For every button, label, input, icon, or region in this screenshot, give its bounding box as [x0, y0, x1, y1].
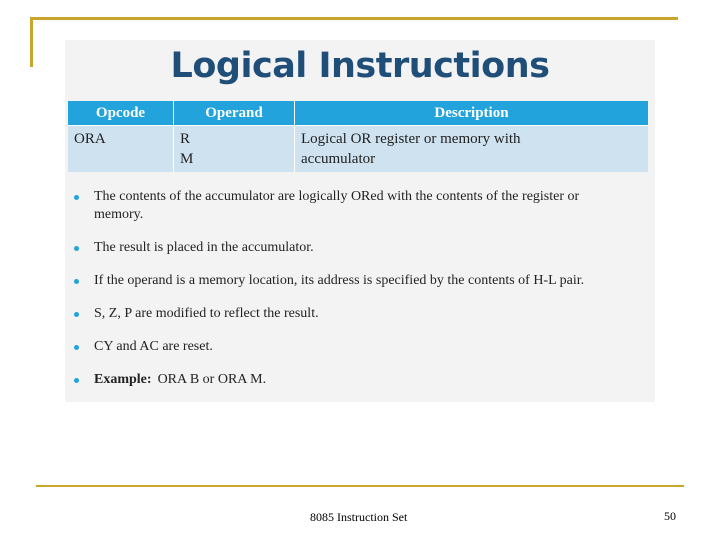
- bullet-text-line-1: The contents of the accumulator are logically ORed with the contents of the register or: [94, 189, 580, 204]
- slide-content-image: [65, 40, 655, 402]
- slide-title: Logical Instructions: [170, 46, 550, 86]
- bullet-text: If the operand is a memory location, its address is specified by the contents of H-L pair.: [94, 273, 585, 288]
- list-item: [65, 239, 645, 257]
- bullet-dot-icon: [74, 195, 79, 200]
- list-item: [65, 188, 645, 224]
- description-line-2: accumulator: [301, 151, 376, 167]
- frame-top-line: [31, 17, 678, 20]
- list-item: [65, 272, 645, 290]
- cell-opcode: ORA: [68, 126, 174, 173]
- bullet-dot-icon: [74, 312, 79, 317]
- list-item-example: [65, 371, 645, 389]
- instruction-table: [68, 101, 648, 172]
- frame-left-line: [30, 17, 33, 67]
- list-item: [65, 305, 645, 323]
- list-item: [65, 338, 645, 356]
- table-header-row: [68, 101, 648, 126]
- bullet-dot-icon: [74, 246, 79, 251]
- header-operand: Operand: [174, 101, 295, 126]
- example-text: ORA B or ORA M.: [157, 372, 267, 387]
- bullet-dot-icon: [74, 279, 79, 284]
- footer-title: 8085 Instruction Set: [310, 510, 408, 524]
- example-line: [94, 371, 645, 389]
- cell-operand: [174, 126, 295, 173]
- description-line-1: Logical OR register or memory with: [301, 131, 521, 147]
- operand-r: R: [180, 131, 191, 147]
- bullet-text: CY and AC are reset.: [94, 339, 213, 354]
- example-label: Example:: [94, 372, 152, 387]
- frame-bottom-line: [36, 485, 684, 487]
- cell-description: [295, 126, 649, 173]
- bullet-dot-icon: [74, 345, 79, 350]
- table-row: [68, 126, 648, 173]
- bullet-text-line-2: memory.: [94, 207, 144, 222]
- bullet-text: S, Z, P are modified to reflect the result.: [94, 306, 319, 321]
- header-description: Description: [295, 101, 649, 126]
- bullet-dot-icon: [74, 378, 79, 383]
- bullet-text: The result is placed in the accumulator.: [94, 240, 314, 255]
- operand-m: M: [180, 151, 194, 167]
- header-opcode: Opcode: [68, 101, 174, 126]
- page-number: 50: [664, 509, 676, 523]
- bullet-list: [65, 188, 645, 404]
